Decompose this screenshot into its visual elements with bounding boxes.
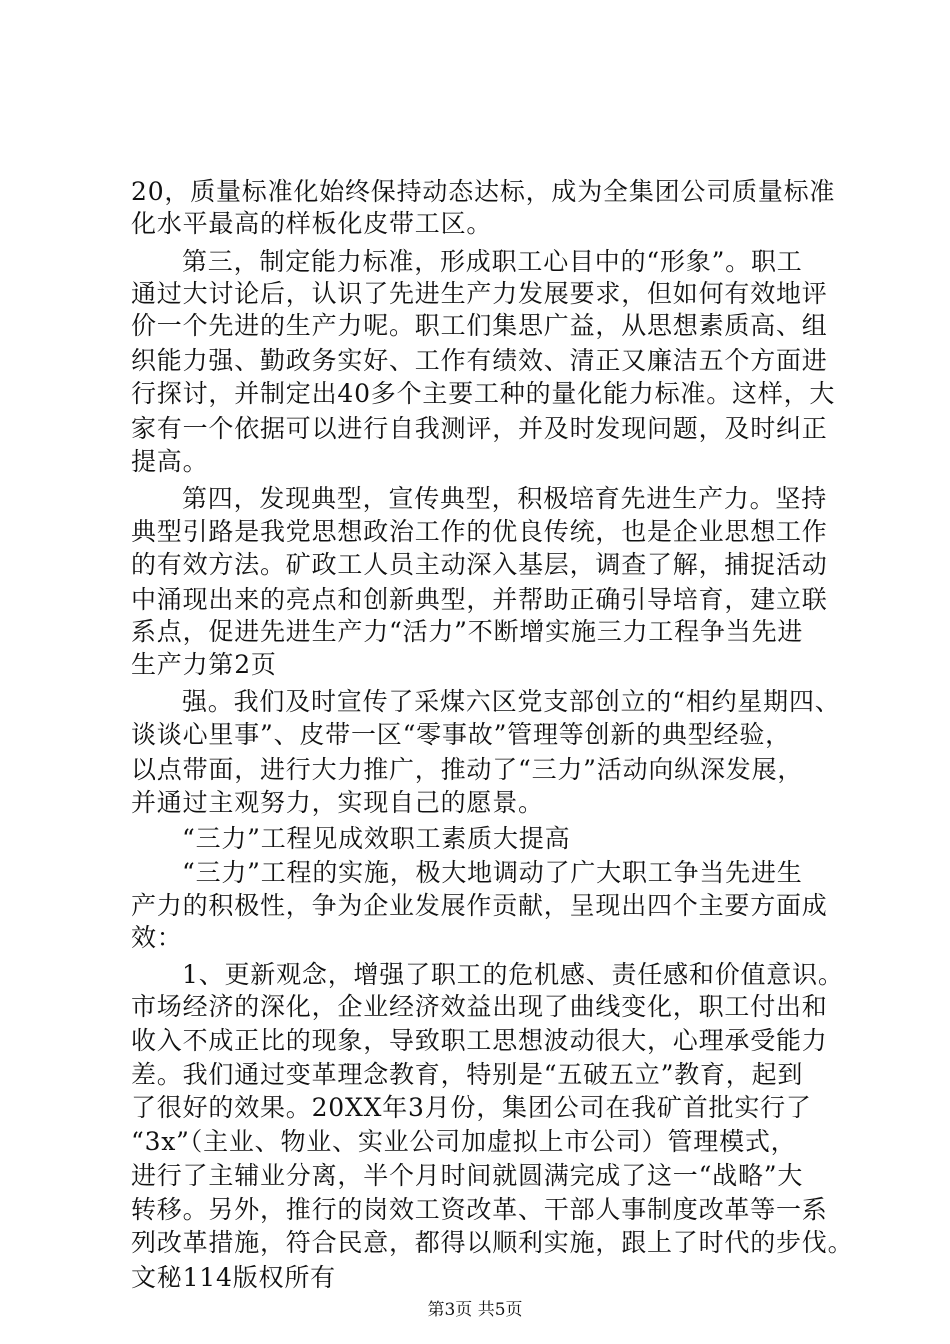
section-heading: “三力”工程见成效职工素质大提高: [182, 824, 571, 853]
text-line: 生产力第2页: [131, 650, 277, 679]
text-line: 产力的积极性，争为企业发展作贡献，呈现出四个主要方面成: [131, 891, 828, 920]
text-line: 化水平最高的样板化皮带工区。: [131, 209, 493, 238]
text-line: 系点，促进先进生产力“活力”不断增实施三力工程争当先进: [131, 617, 804, 646]
text-line: 并通过主观努力，实现自己的愿景。: [131, 788, 544, 817]
text-line: 典型引路是我党思想政治工作的优良传统，也是企业思想工作: [131, 517, 828, 546]
text-line: 20，质量标准化始终保持动态达标，成为全集团公司质量标准: [131, 177, 836, 206]
page-number: 第3页 共5页: [427, 1300, 523, 1320]
text-line: “3x”（主业、物业、实业公司加虚拟上市公司）管理模式，: [131, 1127, 797, 1156]
text-line: 第三，制定能力标准，形成职工心目中的“形象”。职工: [182, 247, 803, 276]
text-line: 转移。另外，推行的岗效工资改革、干部人事制度改革等一系: [131, 1195, 828, 1224]
text-line: 第四，发现典型，宣传典型，积极培育先进生产力。坚持: [182, 484, 828, 513]
text-line: 进行了主辅业分离，半个月时间就圆满完成了这一“战略”大: [131, 1161, 804, 1190]
text-line: 价一个先进的生产力呢。职工们集思广益，从思想素质高、组: [131, 311, 828, 340]
text-line: 了很好的效果。20XX年3月份，集团公司在我矿首批实行了: [131, 1093, 812, 1122]
text-line: 强。我们及时宣传了采煤六区党支部创立的“相约星期四、: [182, 687, 841, 716]
text-line: 效：: [131, 923, 183, 952]
text-line: 列改革措施，符合民意，都得以顺利实施，跟上了时代的步伐。: [131, 1228, 854, 1257]
text-line: 织能力强、勤政务实好、工作有绩效、清正又廉洁五个方面进: [131, 346, 828, 375]
copyright-line: 文秘114版权所有: [131, 1263, 336, 1292]
text-line: 家有一个依据可以进行自我测评，并及时发现问题，及时纠正: [131, 414, 828, 443]
text-line: 谈谈心里事”、皮带一区“零事故”管理等创新的典型经验，: [131, 720, 791, 749]
text-line: 1、更新观念，增强了职工的危机感、责任感和价值意识。: [182, 960, 844, 989]
text-line: “三力”工程的实施，极大地调动了广大职工争当先进生: [182, 858, 803, 887]
text-line: 行探讨，并制定出40多个主要工种的量化能力标准。这样，大: [131, 379, 836, 408]
text-line: 通过大讨论后，认识了先进生产力发展要求，但如何有效地评: [131, 279, 828, 308]
text-line: 以点带面，进行大力推广，推动了“三力”活动向纵深发展，: [131, 755, 804, 784]
text-line: 的有效方法。矿政工人员主动深入基层，调查了解，捕捉活动: [131, 550, 828, 579]
text-line: 差。我们通过变革理念教育，特别是“五破五立”教育，起到: [131, 1060, 804, 1089]
text-line: 市场经济的深化，企业经济效益出现了曲线变化，职工付出和: [131, 992, 828, 1021]
text-line: 提高。: [131, 447, 209, 476]
text-line: 收入不成正比的现象，导致职工思想波动很大，心理承受能力: [131, 1026, 828, 1055]
text-line: 中涌现出来的亮点和创新典型，并帮助正确引导培育，建立联: [131, 585, 828, 614]
